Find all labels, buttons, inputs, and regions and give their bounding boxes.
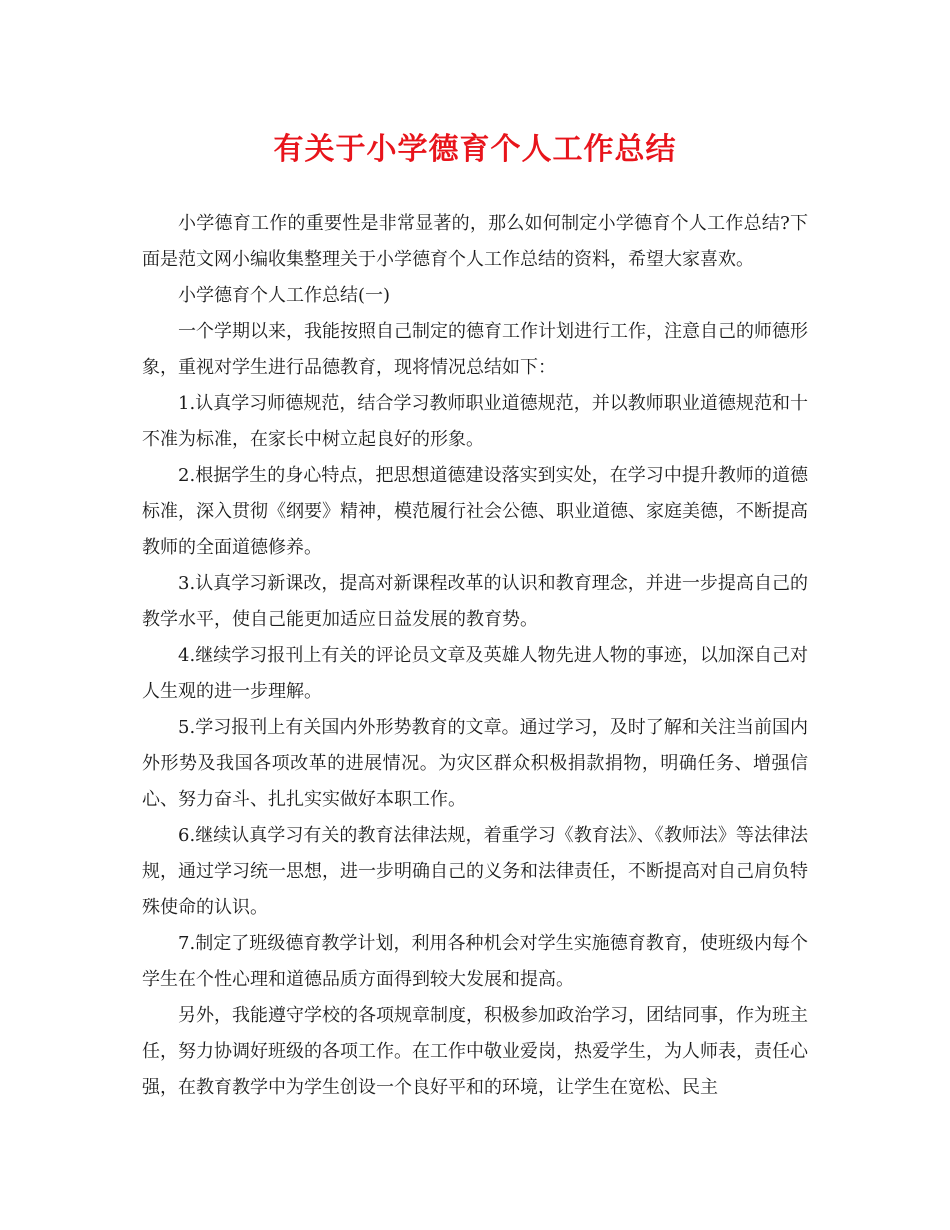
- paragraph-overview: 一个学期以来，我能按照自己制定的德育工作计划进行工作，注意自己的师德形象，重视对学生进行品德教育，现将情况总结如下：: [142, 321, 808, 378]
- document-title: 有关于小学德育个人工作总结: [273, 132, 677, 167]
- section-heading: 小学德育个人工作总结(一): [178, 285, 391, 306]
- paragraph-intro: 小学德育工作的重要性是非常显著的，那么如何制定小学德育个人工作总结?下面是范文网小编收集整理关于小学德育个人工作总结的资料，希望大家喜欢。: [142, 213, 808, 270]
- list-item-2: 2.根据学生的身心特点，把思想道德建设落实到实处，在学习中提升教师的道德标准，深入贯彻《纲要》精神，模范履行社会公德、职业道德、家庭美德，不断提高教师的全面道德修养。: [142, 465, 808, 558]
- list-item-7: 7.制定了班级德育教学计划，利用各种机会对学生实施德育教育，使班级内每个学生在个性心理和道德品质方面得到较大发展和提高。: [142, 933, 808, 990]
- list-item-6: 6.继续认真学习有关的教育法律法规，着重学习《教育法》、《教师法》等法律法规，通过学习统一思想，进一步明确自己的义务和法律责任，不断提高对自己肩负特殊使命的认识。: [142, 825, 808, 918]
- list-item-1: 1.认真学习师德规范，结合学习教师职业道德规范，并以教师职业道德规范和十不准为标准，在家长中树立起良好的形象。: [142, 393, 808, 450]
- document-body: [142, 206, 808, 1106]
- list-item-5: 5.学习报刊上有关国内外形势教育的文章。通过学习，及时了解和关注当前国内外形势及我国各项改革的进展情况。为灾区群众积极捐款捐物，明确任务、增强信心、努力奋斗、扎扎实实做好本职工作。: [142, 717, 808, 810]
- list-item-3: 3.认真学习新课改，提高对新课程改革的认识和教育理念，并进一步提高自己的教学水平，使自己能更加适应日益发展的教育势。: [142, 573, 808, 630]
- list-item-4: 4.继续学习报刊上有关的评论员文章及英雄人物先进人物的事迹，以加深自己对人生观的进一步理解。: [142, 645, 808, 702]
- paragraph-closing: 另外，我能遵守学校的各项规章制度，积极参加政治学习，团结同事，作为班主任，努力协调好班级的各项工作。在工作中敬业爱岗，热爱学生，为人师表，责任心强，在教育教学中为学生创设一个良好平和的环境，让学生在宽松、民主: [142, 1005, 808, 1098]
